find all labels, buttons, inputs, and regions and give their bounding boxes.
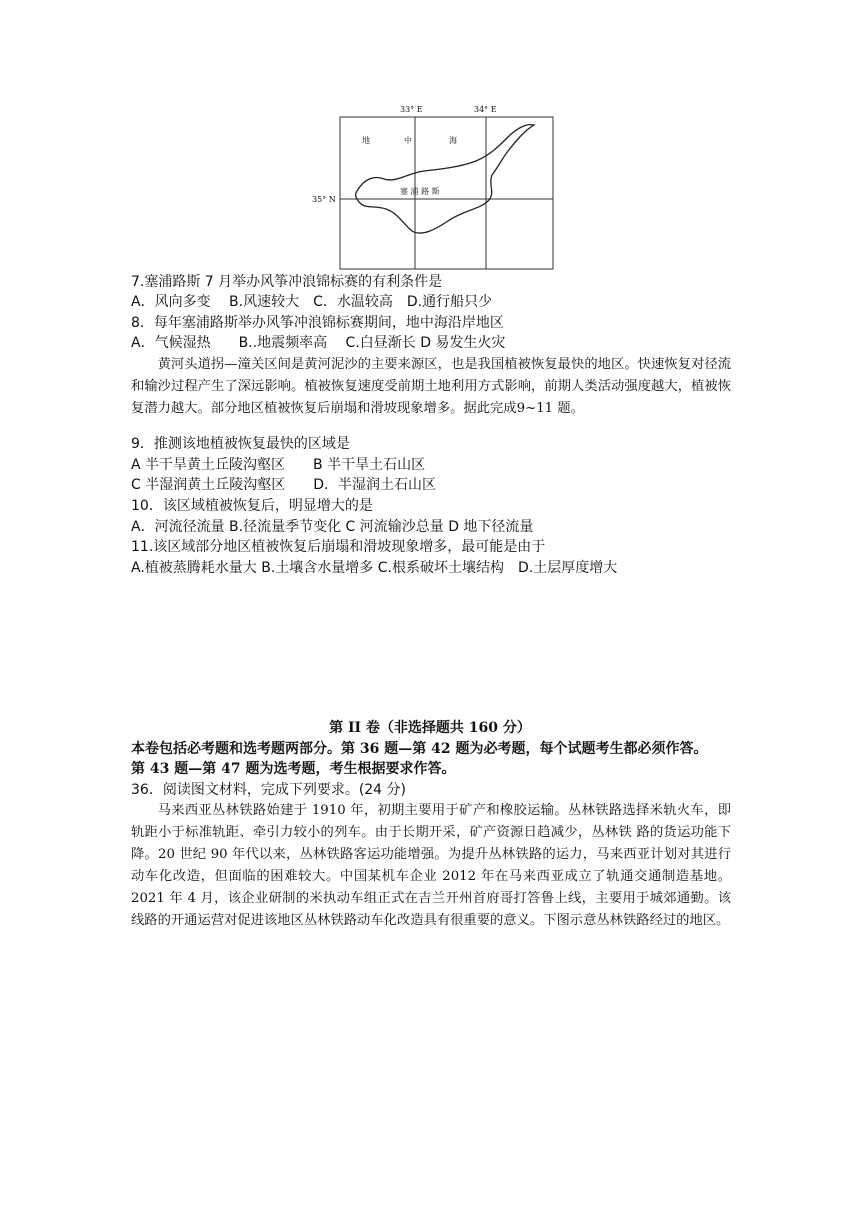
map-frame (340, 117, 553, 269)
passage-9-11: 黄河头道拐—潼关区间是黄河泥沙的主要来源区，也是我国植被恢复最快的地区。快速恢复对径流和输沙过程产生了深远影响。植被恢复速度受前期土地利用方式影响，前期人类活动强度越大，植被恢复潜力越大。部分地区植被恢复后崩塌和滑坡现象增多。据此完成9~11 题。 (131, 357, 731, 416)
sea-label-1: 地 (362, 136, 370, 145)
q9-options-cd: C 半湿润黄土丘陵沟壑区 D．半湿润土石山区 (131, 477, 437, 493)
section2-intro-2: 第 43 题—第 47 题为选考题，考生根据要求作答。 (131, 761, 456, 777)
q9-options-ab: A 半干旱黄土丘陵沟壑区 B 半干旱土石山区 (131, 457, 426, 473)
island-label: 塞 浦 路 斯 (400, 187, 440, 196)
lat-label-35: 35° N (312, 195, 336, 204)
lon-label-33: 33° E (400, 105, 423, 114)
q11-stem: 11.该区域部分地区植被恢复后崩塌和滑坡现象增多，最可能是由于 (131, 539, 546, 555)
sea-label-3: 海 (449, 136, 457, 145)
q11-options: A.植被蒸腾耗水量大 B.土壤含水量增多 C.根系破坏土壤结构 D.土层厚度增大 (131, 560, 618, 576)
map-svg (312, 101, 570, 271)
q7-stem: 7.塞浦路斯 7 月举办风筝冲浪锦标赛的有利条件是 (131, 274, 443, 290)
sea-label-2: 中 (404, 136, 412, 145)
lon-label-34: 34° E (474, 105, 497, 114)
q9-stem: 9．推测该地植被恢复最快的区域是 (131, 436, 350, 452)
cyprus-island-outline (356, 125, 534, 233)
q10-stem: 10．该区域植被恢复后，明显增大的是 (131, 498, 373, 514)
section2-title: 第 II 卷（非选择题共 160 分） (329, 720, 531, 736)
section2-intro-1: 本卷包括必考题和选考题两部分。第 36 题—第 42 题为必考题，每个试题考生都必须作答。 (131, 741, 708, 757)
q8-stem: 8．每年塞浦路斯举办风筝冲浪锦标赛期间，地中海沿岸地区 (131, 315, 504, 331)
q10-options: A．河流径流量 B.径流量季节变化 C 河流输沙总量 D 地下径流量 (131, 519, 534, 535)
cyprus-map (312, 101, 570, 271)
q36-stem: 36．阅读图文材料，完成下列要求。(24 分) (131, 782, 407, 798)
q8-options: A．气候湿热 B..地震频率高 C.白昼渐长 D 易发生火灾 (131, 335, 506, 351)
q7-options: A．风向多变 B.风速较大 C．水温较高 D.通行船只少 (131, 294, 493, 310)
q36-passage: 马来西亚丛林铁路始建于 1910 年，初期主要用于矿产和橡胶运输。丛林铁路选择米轨火车，即轨距小于标准轨距、牵引力较小的列车。由于长期开采，矿产资源日趋减少，丛林铁 路的货运功能下降。20 世纪 90 年代以来，丛林铁路客运功能增强。为提升丛林铁路的运力，马来西亚计划对其进行动车化改造，但面临的困难较大。中国某机车企业 2012 年在马来西亚成立了轨通交通制造基地。2021 年 4 月，该企业研制的米执动车组正式在吉兰开州首府哥打答鲁上线，主要用于城郊通勤。该线路的开通运营对促进该地区丛林铁路动车化改造具有很重要的意义。下图示意丛林铁路经过的地区。 (131, 803, 731, 928)
